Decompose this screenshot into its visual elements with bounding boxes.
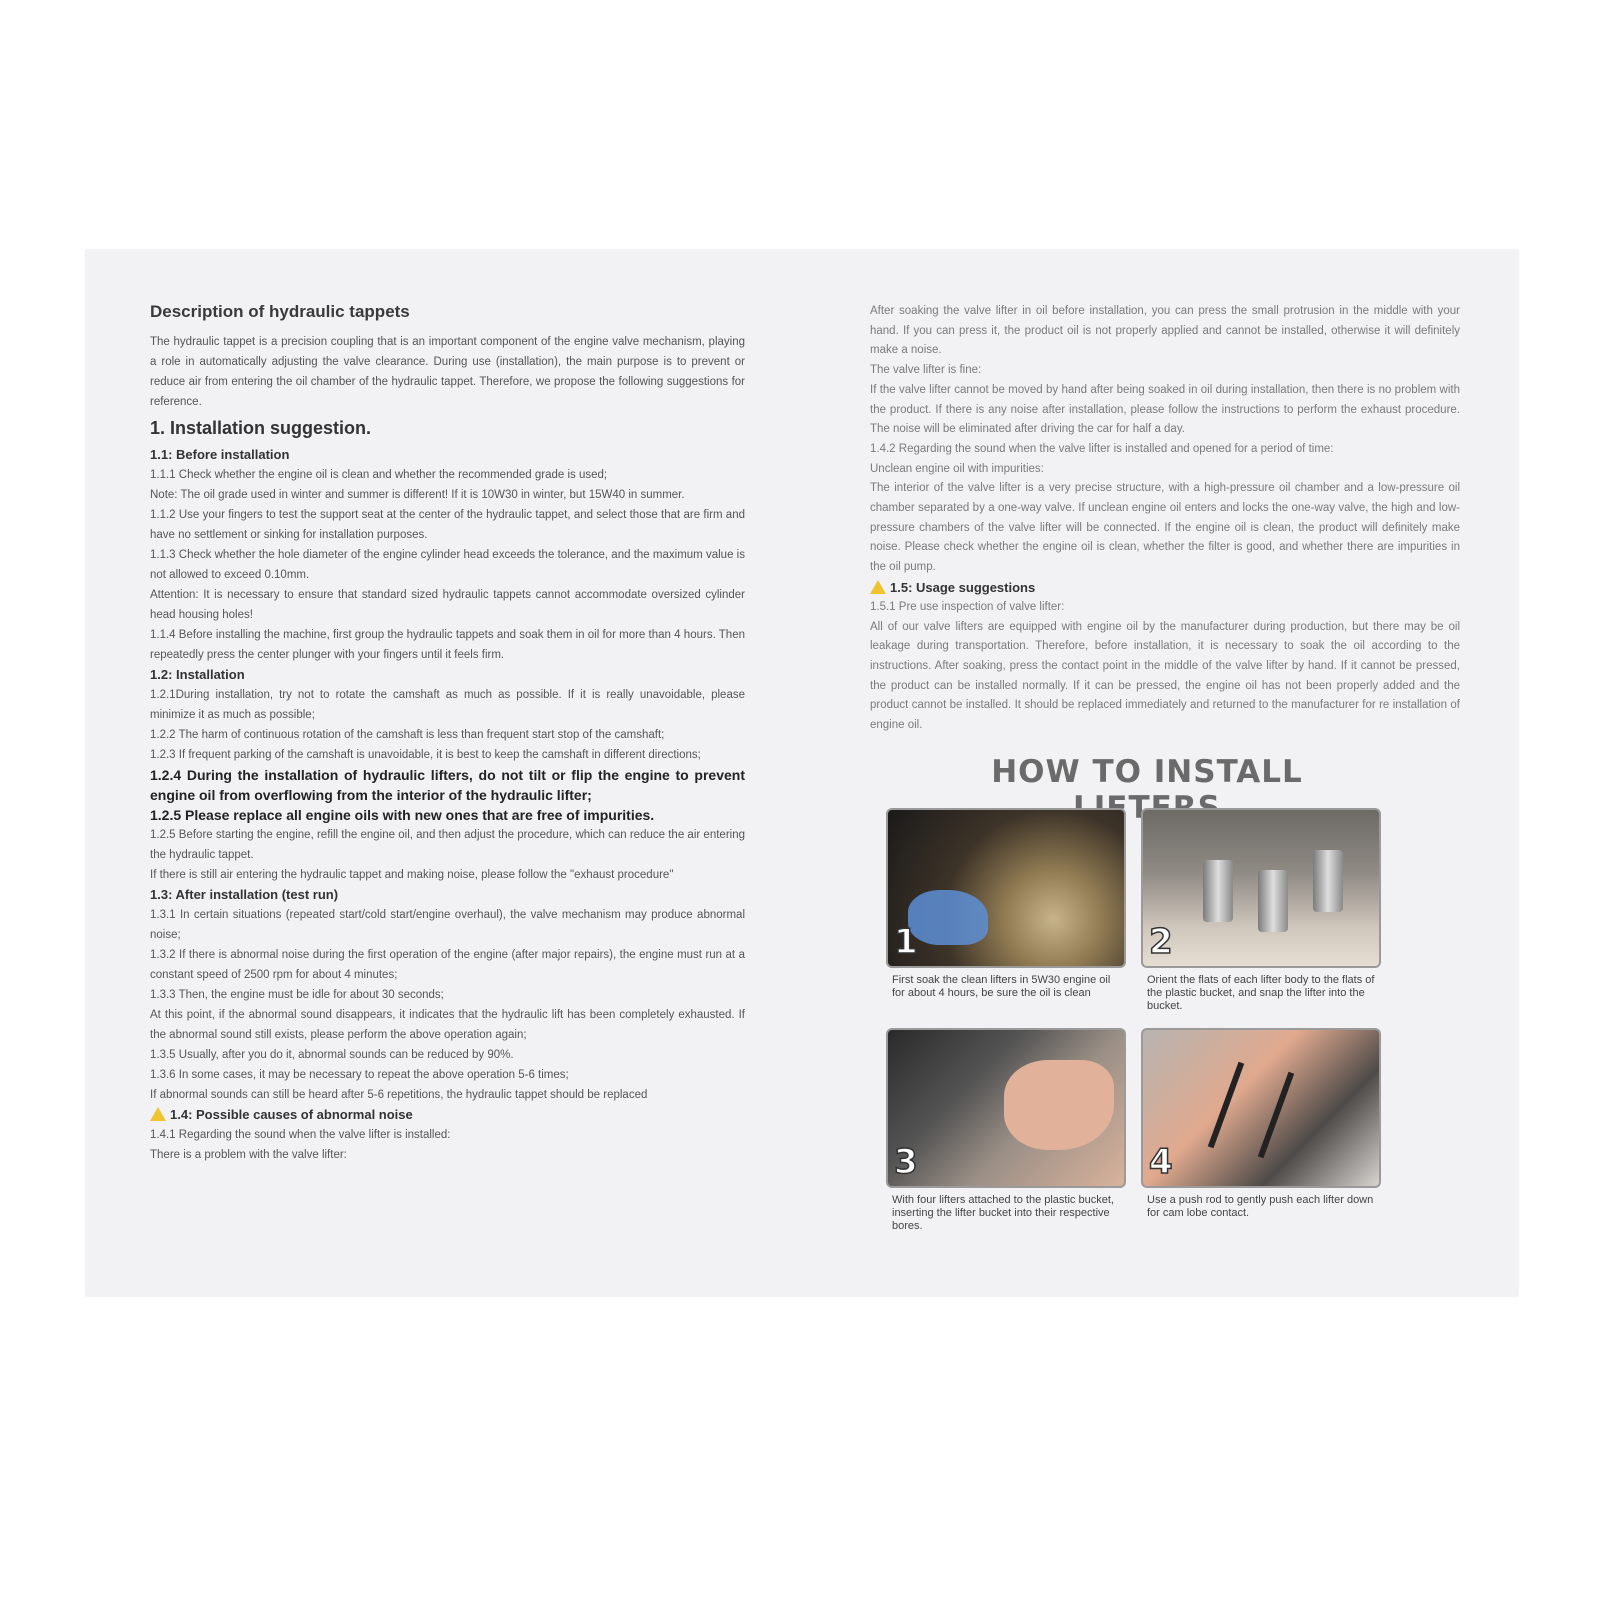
lifter-image: [1258, 870, 1288, 932]
step-1: [886, 808, 1126, 1000]
step-1-number: 1: [894, 922, 918, 962]
item-1-2-3: 1.2.3 If frequent parking of the camshaft is unavoidable, it is best to keep the camshaft in different directions;: [150, 749, 701, 761]
step-1-caption: First soak the clean lifters in 5W30 engine oil for about 4 hours, be sure the oil is clean: [892, 974, 1111, 999]
section-1-3-heading: 1.3: After installation (test run): [150, 887, 339, 902]
step-3: [886, 1028, 1126, 1233]
hand-image: [1004, 1060, 1114, 1150]
step-2-number: 2: [1149, 922, 1173, 962]
item-1-4-1: 1.4.1 Regarding the sound when the valve lifter is installed:: [150, 1129, 451, 1141]
warning-icon: [870, 580, 886, 594]
item-1-1-2: 1.1.2 Use your fingers to test the support seat at the center of the hydraulic tappet, and select those that are firm and have no settlement or sinking for installation purposes.: [150, 509, 745, 541]
right-column: [870, 302, 1460, 736]
right-para-2: The valve lifter is fine:: [870, 364, 982, 377]
problem-note: There is a problem with the valve lifter:: [150, 1149, 347, 1161]
step-2-caption: Orient the flats of each lifter body to the flats of the plastic bucket, and snap the lifter into the bucket.: [1147, 974, 1375, 1012]
step-3-caption: With four lifters attached to the plastic bucket, inserting the lifter bucket into their respective bores.: [892, 1194, 1114, 1232]
right-para-5: Unclean engine oil with impurities:: [870, 462, 1044, 475]
intro-paragraph: The hydraulic tappet is a precision coupling that is an important component of the engine valve mechanism, playing a role in automatically adjusting the valve clearance. During use (installation), the main purpose is to prevent or reduce air from entering the oil chamber of the hydraulic tappet. Therefore, we propose the following suggestions for reference.: [150, 336, 745, 408]
right-para-1: After soaking the valve lifter in oil before installation, you can press the small protrusion in the middle with your hand. If you can press it, the product oil is not properly applied and cannot be installed, otherwise it will definitely make a noise.: [870, 305, 1460, 357]
item-1-2-5-bold: 1.2.5 Please replace all engine oils with new ones that are free of impurities.: [150, 807, 655, 823]
item-1-3-6: 1.3.6 In some cases, it may be necessary to repeat the above operation 5-6 times;: [150, 1069, 569, 1081]
item-1-2-5: 1.2.5 Before starting the engine, refill the engine oil, and then adjust the procedure, which can reduce the air entering the hydraulic tappet.: [150, 829, 745, 861]
item-1-2-1: 1.2.1During installation, try not to rotate the camshaft as much as possible. If it is really unavoidable, please minimize it as much as possible;: [150, 689, 745, 721]
replace-note: If abnormal sounds can still be heard after 5-6 repetitions, the hydraulic tappet should be replaced: [150, 1089, 648, 1101]
right-para-7: All of our valve lifters are equipped with engine oil by the manufacturer during production, but there may be oil leakage during transportation. Therefore, before installation, it is necessary to soak the oil according to the instructions. After soaking, press the contact point in the middle of the valve lifter by hand. If it cannot be pressed, the product can be installed normally. If it can be pressed, the engine oil has not been properly added and the product cannot be installed. It should be replaced immediately and returned to the manufacturer for re installation of engine oil.: [870, 620, 1460, 732]
item-1-2-4-bold: 1.2.4 During the installation of hydraulic lifters, do not tilt or flip the engine to prevent engine oil from overflowing from the interior of the hydraulic lifter;: [150, 767, 745, 803]
push-rod-image: [1258, 1072, 1294, 1159]
attention-paragraph: Attention: It is necessary to ensure that standard sized hydraulic tappets cannot accommodate oversized cylinder head housing holes!: [150, 589, 745, 621]
step-3-photo: [886, 1028, 1126, 1188]
step-4-number: 4: [1149, 1142, 1173, 1182]
item-1-4-2: 1.4.2 Regarding the sound when the valve lifter is installed and opened for a period of time:: [870, 442, 1334, 455]
instruction-sheet: [86, 250, 1518, 1296]
note-paragraph: Note: The oil grade used in winter and summer is different! If it is 10W30 in winter, but 15W40 in summer.: [150, 489, 685, 501]
section-1-5-label: 1.5: Usage suggestions: [890, 579, 1036, 595]
warning-icon: [150, 1107, 166, 1121]
lifter-image: [1203, 860, 1233, 922]
right-para-6: The interior of the valve lifter is a very precise structure, with a high-pressure oil chamber and a low-pressure oil chamber separated by a one-way valve. If unclean engine oil enters and locks the one-way valve, the high and low-pressure chambers of the valve lifter will be connected. If the engine oil is clean, the product will definitely make noise. Please check whether the engine oil is clean, whether the filter is good, and whether there are impurities in the oil pump.: [870, 482, 1460, 574]
step-3-number: 3: [894, 1142, 918, 1182]
step-4: [1141, 1028, 1381, 1220]
item-1-5-1: 1.5.1 Pre use inspection of valve lifter:: [870, 600, 1065, 613]
item-1-3-2: 1.3.2 If there is abnormal noise during the first operation of the engine (after major repairs), the engine must run at a constant speed of 2500 rpm for about 4 minutes;: [150, 949, 745, 981]
item-1-3-1: 1.3.1 In certain situations (repeated start/cold start/engine overhaul), the valve mechanism may produce abnormal noise;: [150, 909, 745, 941]
section-1-heading: 1. Installation suggestion.: [150, 418, 372, 438]
document-title: Description of hydraulic tappets: [150, 302, 410, 321]
item-1-1-3: 1.1.3 Check whether the hole diameter of the engine cylinder head exceeds the tolerance, and the maximum value is not allowed to exceed 0.10mm.: [150, 549, 745, 581]
push-rod-image: [1208, 1062, 1244, 1149]
step-1-photo: [886, 808, 1126, 968]
lifter-image: [1313, 850, 1343, 912]
section-1-2-heading: 1.2: Installation: [150, 667, 245, 682]
item-1-1-4: 1.1.4 Before installing the machine, first group the hydraulic tappets and soak them in oil for more than 4 hours. Then repeatedly press the center plunger with your fingers until it feels firm.: [150, 629, 745, 661]
gloved-hand-image: [908, 890, 988, 945]
item-1-3-paragraph: At this point, if the abnormal sound disappears, it indicates that the hydraulic lift has been completely exhausted. If the abnormal sound still exists, please perform the above operation again;: [150, 1009, 745, 1041]
item-1-3-3: 1.3.3 Then, the engine must be idle for about 30 seconds;: [150, 989, 444, 1001]
step-2: [1141, 808, 1381, 1013]
section-1-1-heading: 1.1: Before installation: [150, 447, 290, 462]
item-1-3-5: 1.3.5 Usually, after you do it, abnormal sounds can be reduced by 90%.: [150, 1049, 514, 1061]
step-4-photo: [1141, 1028, 1381, 1188]
step-2-photo: [1141, 808, 1381, 968]
left-column: [150, 302, 745, 1165]
item-1-2-2: 1.2.2 The harm of continuous rotation of the camshaft is less than frequent start stop of the camshaft;: [150, 729, 665, 741]
right-para-3: If the valve lifter cannot be moved by hand after being soaked in oil during installation, then there is no problem with the product. If there is any noise after installation, please follow the instructions to perform the exhaust procedure. The noise will be eliminated after driving the car for half a day.: [870, 383, 1460, 436]
step-4-caption: Use a push rod to gently push each lifter down for cam lobe contact.: [1147, 1194, 1374, 1219]
section-1-4-heading: [150, 1105, 745, 1125]
how-to-title: HOW TO INSTALL: [991, 754, 1303, 790]
exhaust-note: If there is still air entering the hydraulic tappet and making noise, please follow the "exhaust procedure": [150, 869, 674, 881]
section-1-4-label: 1.4: Possible causes of abnormal noise: [170, 1107, 413, 1122]
item-1-1-1: 1.1.1 Check whether the engine oil is clean and whether the recommended grade is used;: [150, 469, 608, 481]
section-1-5-heading: [870, 578, 1460, 598]
